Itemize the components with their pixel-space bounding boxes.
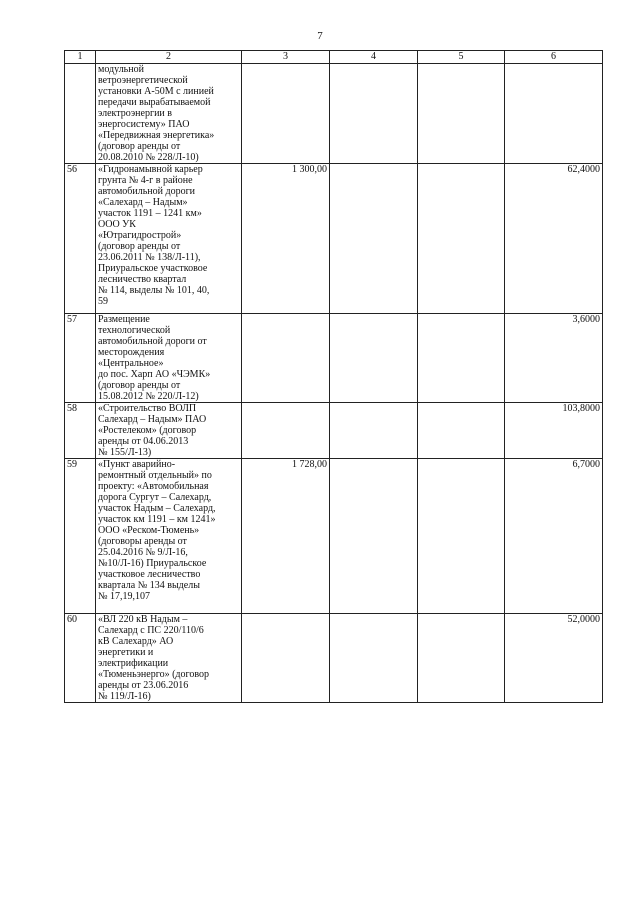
row-number: 58	[65, 403, 96, 459]
header-col-3: 3	[242, 51, 330, 64]
row-col-4	[330, 403, 418, 459]
table-row	[65, 403, 603, 459]
row-col-5	[418, 314, 505, 403]
row-col-3	[242, 403, 330, 459]
row-col-5	[418, 614, 505, 703]
table-row	[65, 164, 603, 314]
row-col-3	[242, 314, 330, 403]
row-col-6: 52,0000	[505, 614, 603, 703]
row-number	[65, 64, 96, 164]
row-col-4	[330, 614, 418, 703]
row-description: Размещение технологической автомобильной дороги от месторождения «Центральное» до пос. Харп АО «ЧЭМК» (договор аренды от 15.08.2012 № 220/Л-12)	[96, 314, 242, 403]
header-col-2: 2	[96, 51, 242, 64]
row-description: «Пункт аварийно- ремонтный отдельный» по проекту: «Автомобильная дорога Сургут – Салехард, участок Надым – Салехард, участок км 1191 – км 1241» ООО «Реском-Тюмень» (договоры аренды от 25.04.2016 № 9/Л-16, №10/Л-16) Приуральское участковое лесничество квартала № 134 выделы № 17,19,107	[96, 459, 242, 614]
header-col-5: 5	[418, 51, 505, 64]
row-col-6: 62,4000	[505, 164, 603, 314]
table-row	[65, 314, 603, 403]
row-col-6: 3,6000	[505, 314, 603, 403]
header-col-4: 4	[330, 51, 418, 64]
row-number: 60	[65, 614, 96, 703]
row-description: «Строительство ВОЛП Салехард – Надым» ПАО «Ростелеком» (договор аренды от 04.06.2013 № 155/Л-13)	[96, 403, 242, 459]
row-number: 56	[65, 164, 96, 314]
row-description: модульной ветроэнергетической установки А-50М с линией передачи вырабатываемой электроэнергии в энергосистему» ПАО «Передвижная энергетика» (договор аренды от 20.08.2010 № 228/Л-10)	[96, 64, 242, 164]
row-description: «Гидронамывной карьер грунта № 4-г в районе автомобильной дороги «Салехард – Надым» участок 1191 – 1241 км» ООО УК «Ютрагидрострой» (договор аренды от 23.06.2011 № 138/Л-11), Приуральское участковое лесничество квартал № 114, выделы № 101, 40, 59	[96, 164, 242, 314]
row-col-4	[330, 164, 418, 314]
table-row	[65, 614, 603, 703]
row-description: «ВЛ 220 кВ Надым – Салехард с ПС 220/110/6 кВ Салехард» АО энергетики и электрификации «Тюменьэнерго» (договор аренды от 23.06.2016 № 119/Л-16)	[96, 614, 242, 703]
page-number: 7	[317, 30, 323, 42]
header-col-6: 6	[505, 51, 603, 64]
row-col-6	[505, 64, 603, 164]
row-col-3: 1 300,00	[242, 164, 330, 314]
row-col-3	[242, 614, 330, 703]
row-number: 59	[65, 459, 96, 614]
row-col-3: 1 728,00	[242, 459, 330, 614]
row-col-4	[330, 314, 418, 403]
row-col-5	[418, 459, 505, 614]
row-col-4	[330, 64, 418, 164]
row-col-6: 103,8000	[505, 403, 603, 459]
row-col-5	[418, 164, 505, 314]
table-row	[65, 459, 603, 614]
table-row	[65, 64, 603, 164]
row-number: 57	[65, 314, 96, 403]
row-col-6: 6,7000	[505, 459, 603, 614]
row-col-3	[242, 64, 330, 164]
header-col-1: 1	[65, 51, 96, 64]
header-row	[65, 51, 603, 64]
row-col-5	[418, 403, 505, 459]
lease-table	[64, 50, 603, 703]
row-col-5	[418, 64, 505, 164]
row-col-4	[330, 459, 418, 614]
